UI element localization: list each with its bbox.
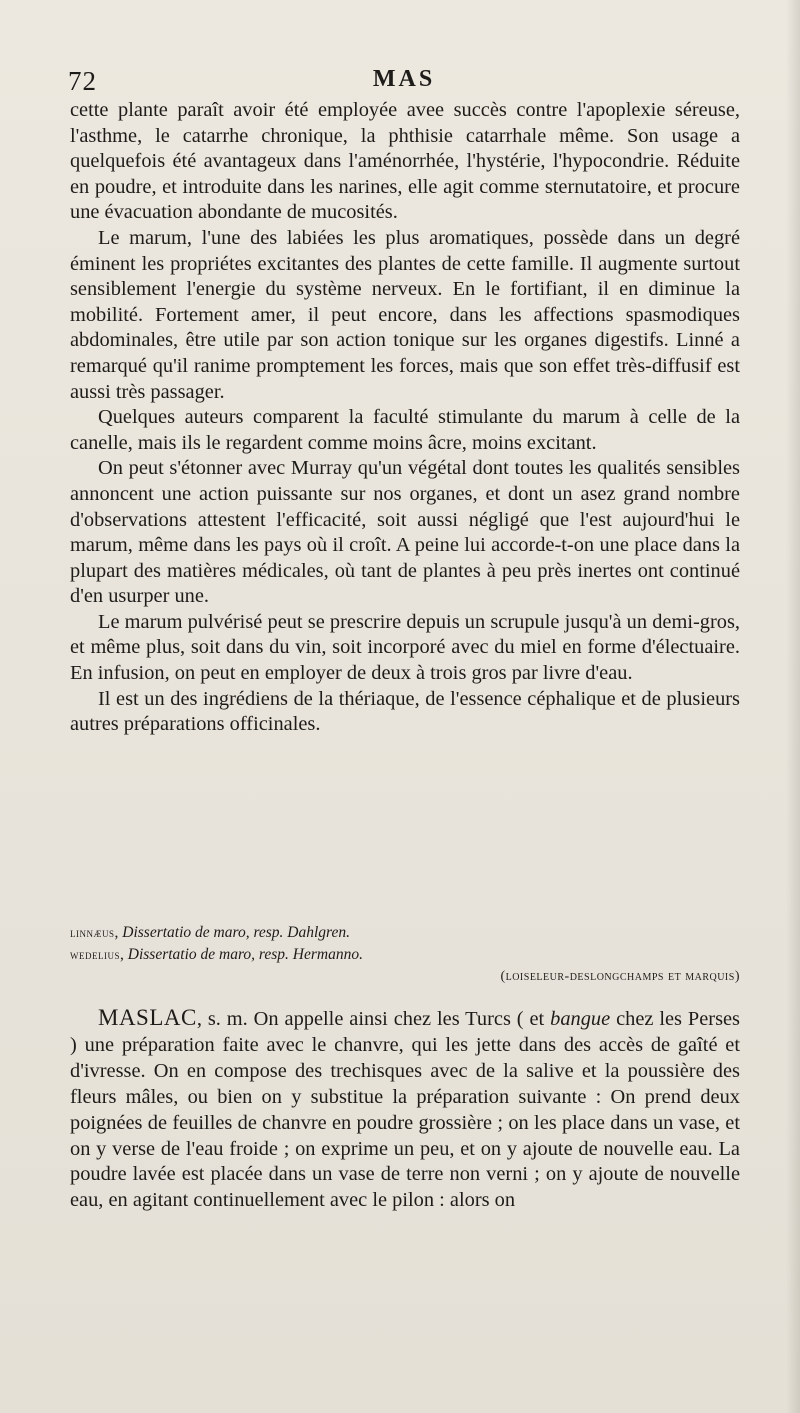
page-number: 72 bbox=[68, 66, 97, 96]
dictionary-entry bbox=[70, 1005, 740, 1214]
reference-work: Dissertatio de maro, resp. Dahlgren. bbox=[122, 924, 351, 941]
article-body bbox=[70, 98, 740, 738]
entry-headword: MASLAC bbox=[98, 1005, 197, 1030]
reference-author: linnæus bbox=[70, 925, 115, 940]
running-head: MAS bbox=[372, 66, 436, 92]
paragraph: cette plante paraît avoir été employée avee succès contre l'apoplexie séreuse, l'asthme, le catarrhe chronique, la phthisie catarrhale même. Son usage a quelquefois été avantageux dans l'aménorrhée, l'hystérie, l'hypocondrie. Réduite en poudre, et introduite dans les narines, elle agit comme sternutatoire, et procure une évacuation abondante de mucosités. bbox=[70, 99, 740, 224]
page-header bbox=[68, 58, 740, 94]
entry-pos: , s. m. On appelle ainsi chez les Turcs ( et bbox=[196, 1008, 551, 1030]
entry-paragraph bbox=[70, 1005, 740, 1214]
paragraph: Quelques auteurs comparent la faculté stimulante du marum à celle de la canelle, mais ils le regardent comme moins âcre, moins excitant. bbox=[70, 406, 740, 454]
paragraph: Le marum pulvérisé peut se prescrire depuis un scrupule jusqu'à un demi-gros, et même plus, soit dans du vin, soit incorporé avec du miel en forme d'électuaire. En infusion, on peut en employer de deux à trois gros par livre d'eau. bbox=[70, 610, 740, 685]
paragraph: On peut s'étonner avec Murray qu'un végétal dont toutes les qualités sensibles annoncent une action puissante sur nos organes, et dont un asez grand nombre d'observations attestent l'efficacité, soit aussi négligé que l'est aujourd'hui le marum, même dans les pays où il croît. A peine lui accorde-t-on une place dans la plupart des matières médicales, où tant de plantes à peu près inertes ont continué d'en usurper une. bbox=[70, 457, 740, 608]
reference-line: linnæus, Dissertatio de maro, resp. Dahlgren. bbox=[70, 924, 351, 941]
reference-line: wedelius, Dissertatio de maro, resp. Hermanno. bbox=[70, 946, 363, 963]
entry-text: chez les Perses ) une préparation faite avec le chanvre, qui les jette dans des accès de gaîté et d'ivresse. On en compose des trechisques avec de la salive et la poussière des fleurs mâles, ou bien on y substitue la préparation suivante : On prend deux poignées de feuilles de chanvre en poudre grossière ; on les place dans un vase, et on y verse de l'eau froide ; on exprime un peu, et on y ajoute de nouvelle eau. La poudre lavée est placée dans un vase de terre non verni ; on y ajoute de nouvelle eau, en agitant continuellement avec le pilon : alors on bbox=[70, 1008, 740, 1212]
page-edge-shadow bbox=[786, 0, 800, 1413]
paragraph: Il est un des ingrédiens de la thériaque, de l'essence céphalique et de plusieurs autres préparations officinales. bbox=[70, 687, 740, 736]
paragraph: Le marum, l'une des labiées les plus aromatiques, possède dans un degré éminent les propriétes excitantes des plantes de cette famille. Il augmente surtout sensiblement l'energie du système nerveux. En le fortifiant, il en diminue la mobilité. Fortement amer, il peut encore, dans les affections spasmodiques abdominales, être utile par son action tonique sur les organes digestifs. Linné a remarqué qu'il ranime promptement les forces, mais que son effet très-diffusif est aussi très passager. bbox=[70, 226, 740, 403]
bibliography bbox=[70, 922, 740, 988]
reference-work: Dissertatio de maro, resp. Hermanno. bbox=[127, 946, 363, 963]
entry-italic-term: bangue bbox=[550, 1008, 611, 1030]
reference-author: wedelius bbox=[70, 947, 120, 962]
author-signature: (loiseleur-deslongchamps et marquis) bbox=[500, 969, 740, 984]
